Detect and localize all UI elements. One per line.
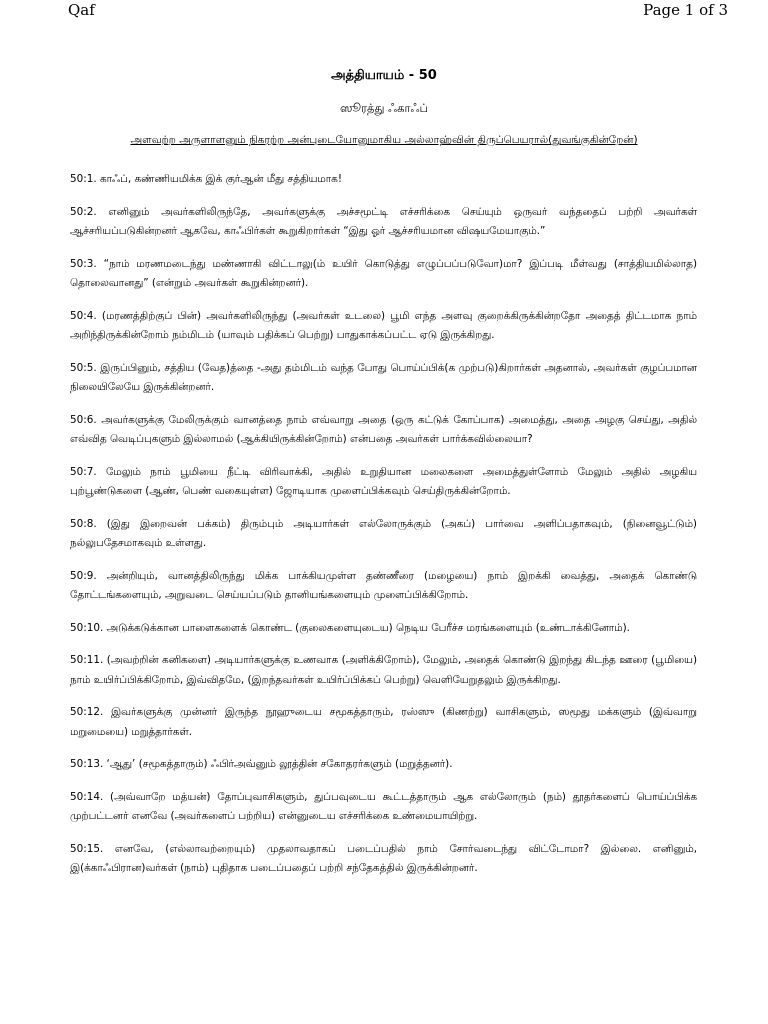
verse-13: 50:13. ‘ஆது’ (சமூகத்தாரும்) ஃபிர்அவ்னும் லூத்தின் சகோதரர்களும் (மறுத்தனர்). bbox=[70, 758, 453, 770]
verse-12: 50:12. இவர்களுக்கு முன்னர் இருந்த நூஹுடைய சமூகத்தாரும், ரஸ்ஸு (கிணற்று) வாசிகளும், ஸமூது மக்களும் (இவ்வாறு மறுமையை) மறுத்தார்கள். bbox=[70, 706, 697, 738]
verse-list bbox=[70, 170, 697, 892]
verse-14: 50:14. (அவ்வாறே மத்யன்) தோப்புவாசிகளும், துப்பவுடைய கூட்டத்தாரும் ஆக எல்லோரும் (நம்) தூதர்களைப் பொய்ப்பிக்க முற்பட்டனர் எனவே (அவர்களைப் பற்றிய) என்னுடைய எச்சரிக்கை உண்மையாயிற்று. bbox=[70, 790, 697, 822]
chapter-title: அத்தியாயம் - 50 bbox=[331, 68, 437, 83]
header-document-title: Qaf bbox=[68, 1, 95, 19]
verse-15: 50:15. எனவே, (எல்லாவற்றையும்) முதலாவதாகப் படைப்பதில் நாம் சோர்வடைந்து விட்டோமா? இல்லை. எனினும், இ(க்காஃபிரான)வர்கள் (நாம்) புதிதாக படைப்பதைப் பற்றி சந்தேகத்தில் இருக்கின்றனர். bbox=[70, 842, 697, 874]
surah-name: ஸூரத்து ஃகாஃப் bbox=[339, 101, 429, 115]
verse-2: 50:2. எனினும் அவர்களிலிருந்தே, அவர்களுக்கு அச்சமூட்டி எச்சரிக்கை செய்யும் ஒருவர் வந்ததைப் பற்றி அவர்கள் ஆச்சரியப்படுகின்றனர் ஆகவே, காஃபிர்கள் கூறுகிறார்கள் “இது ஓர் ஆச்சரியமான விஷயமேயாகும்.” bbox=[70, 205, 697, 237]
verse-5: 50:5. இருப்பினும், சத்திய (வேத)த்தை -அது தம்மிடம் வந்த போது பொய்ப்பிக்(க முற்படு)கிறார்கள் அதனால், அவர்கள் குழப்பமான நிலையிலேயே இருக்கின்றனர். bbox=[70, 361, 697, 393]
verse-10: 50:10. அடுக்கடுக்கான பாளைகளைக் கொண்ட (குலைகளையுடைய) நெடிய பேரீச்ச மரங்களையும் (உண்டாக்கினோம்). bbox=[70, 621, 630, 634]
verse-1: 50:1. காஃப், கண்ணியமிக்க இக் குர்ஆன் மீது சத்தியமாக! bbox=[70, 173, 342, 185]
page-header bbox=[0, 0, 768, 24]
verse-11: 50:11. (அவற்றின் கனிகளை) அடியார்களுக்கு உணவாக (அளிக்கிறோம்), மேலும், அதைக் கொண்டு இறந்து கிடந்த ஊரை (பூமியை) நாம் உயிர்ப்பிக்கிறோம், இவ்விதமே, (இறந்தவர்கள் உயிர்ப்பிக்கப் பெற்று) வெளியேறுதலும் இருக்கிறது. bbox=[70, 654, 697, 686]
header-page-number: Page 1 of 3 bbox=[643, 1, 728, 19]
verse-8: 50:8. (இது இறைவன் பக்கம்) திரும்பும் அடியார்கள் எல்லோருக்கும் (அகப்) பார்வை அளிப்பதாகவும், (நினைவூட்டும்) நல்லுபதேசமாகவும் உள்ளது. bbox=[70, 517, 697, 549]
verse-7: 50:7. மேலும் நாம் பூமியை நீட்டி விரிவாக்கி, அதில் உறுதியான மலைகளை அமைத்துள்ளோம் மேலும் அதில் அழகிய புற்பூண்டுகளை (ஆண், பெண் வகையுள்ள) ஜோடியாக முளைப்பிக்கவும் செய்திருக்கின்றோம். bbox=[70, 465, 697, 497]
verse-3: 50:3. “நாம் மரணமடைந்து மண்ணாகி விட்டாலு(ம் உயிர் கொடுத்து எழுப்பப்படுவோ)மா? இப்படி மீள்வது (சாத்தியமில்லாத) தொலைவானது” (என்றும் அவர்கள் கூறுகின்றனர்). bbox=[70, 257, 697, 289]
verse-4: 50:4. (மரணத்திற்குப் பின்) அவர்களிலிருந்து (அவர்கள் உடலை) பூமி எந்த அளவு குறைக்கிருக்கின்றதோ அதைத் திட்டமாக நாம் அறிந்திருக்கின்றோம் நம்மிடம் (யாவும் பதிக்கப் பெற்று) பாதுகாக்கப்பட்ட ஏடு இருக்கிறது. bbox=[70, 309, 697, 341]
verse-9: 50:9. அன்றியும், வானத்திலிருந்து மிக்க பாக்கியமுள்ள தண்ணீரை (மழையை) நாம் இறக்கி வைத்து, அதைக் கொண்டு தோட்டங்களையும், அறுவடை செய்யப்படும் தானியங்களையும் முளைப்பிக்கிறோம். bbox=[70, 569, 697, 601]
verse-6: 50:6. அவர்களுக்கு மேலிருக்கும் வானத்தை நாம் எவ்வாறு அதை (ஒரு கட்டுக் கோப்பாக) அமைத்து, அதை அழகு செய்து, அதில் எவ்வித வெடிப்புகளும் இல்லாமல் (ஆக்கியிருக்கின்றோம்) என்பதை அவர்கள் பார்க்கவில்லையா? bbox=[70, 413, 697, 445]
bismillah-line: அளவற்ற அருளாளனும் நிகரற்ற அன்புடையோனுமாகிய அல்லாஹ்வின் திருப்பெயரால்(துவங்குகின்றேன்) bbox=[130, 134, 638, 146]
